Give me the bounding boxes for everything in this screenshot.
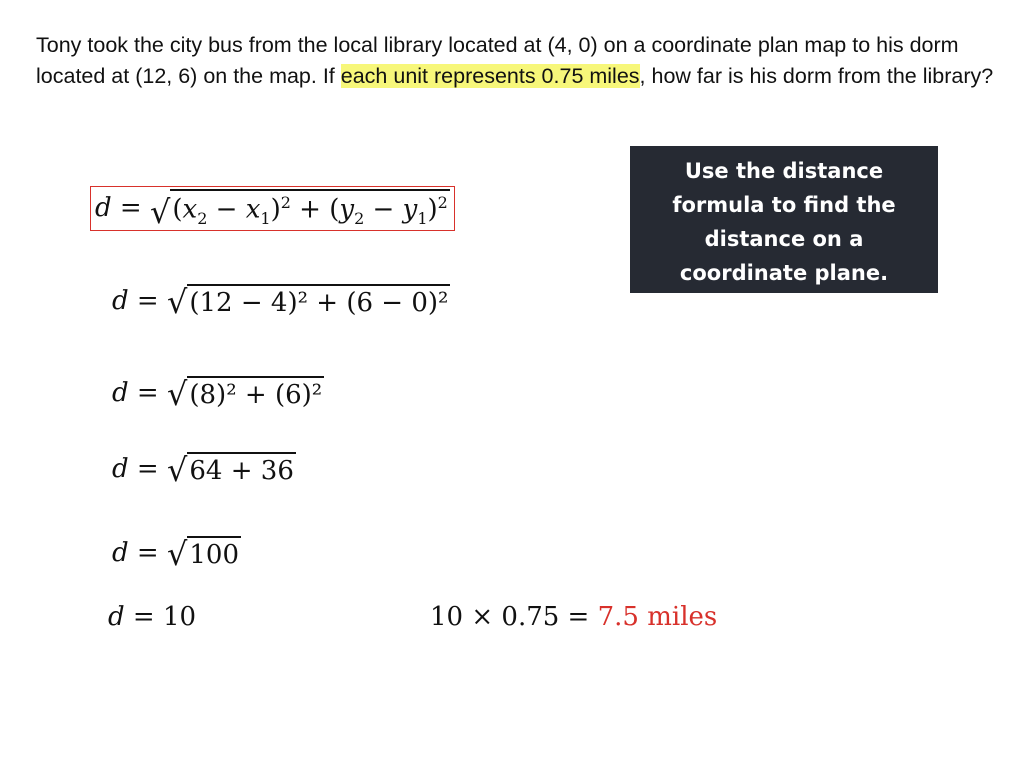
problem-text-start: Tony took the city bus from the local library located at (4, 0) on a coordinate plan map to his dorm located at (12, 6) on the map. If [36, 33, 959, 88]
hint-text: Use the distance formula to find the distance on a coordinate plane. [672, 159, 896, 285]
problem-text-end: , how far is his dorm from the library? [639, 64, 994, 88]
final-answer: 7.5 miles [597, 602, 718, 632]
step-sum: d = √ 100 [112, 535, 240, 573]
final-conversion: 10 × 0.75 = 7.5 miles [430, 602, 718, 632]
step-substitution: d = √ (12 − 4)² + (6 − 0)² [112, 283, 449, 321]
radical: √ $(x_2 - x_1)^2 + (y_2 - y_1)^2$ [150, 189, 450, 228]
step-squares: d = √ 64 + 36 [112, 451, 294, 489]
highlighted-phrase: each unit represents 0.75 miles [340, 64, 640, 88]
step-result: d = 10 [108, 602, 197, 632]
hint-box [630, 146, 938, 293]
problem-statement [36, 30, 1006, 92]
step-differences: d = √ (8)² + (6)² [112, 375, 323, 413]
distance-formula: d = √ $(x_2 - x_1)^2 + (y_2 - y_1)^2$ [90, 186, 455, 231]
